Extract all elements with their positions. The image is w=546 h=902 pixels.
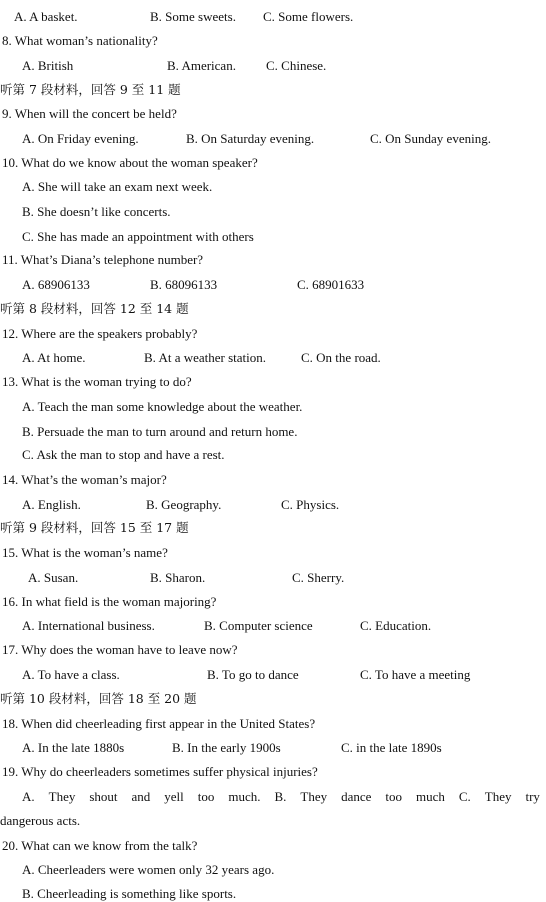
q15-option-c: C. Sherry. [292,570,345,585]
q19-word: too [197,789,215,804]
q16-option-a: A. International business. [22,618,155,633]
q13-option-a: A. Teach the man some knowledge about the weather. [22,399,303,414]
q14-option-b: B. Geography. [146,497,222,512]
q19-word: shout [89,789,118,804]
q11-option-a: A. 68906133 [22,277,90,292]
q8-option-a: A. British [22,58,74,73]
q15-option-a: A. Susan. [28,570,79,585]
q7-option-a: A. A basket. [14,9,78,24]
q16-question: 16. In what field is the woman majoring? [2,594,217,609]
q14-option-a: A. English. [22,497,81,512]
q19-word: They [484,789,512,804]
q16-option-b: B. Computer science [204,618,313,633]
q10-option-a: A. She will take an exam next week. [22,179,213,194]
q8-option-b: B. American. [167,58,236,73]
section-8-heading: 听第 8 段材料，回答 12 至 14 题 [0,301,189,316]
q17-option-c: C. To have a meeting [360,667,471,682]
q19-word: much. [228,789,261,804]
q19-word: try [525,789,540,804]
q11-question: 11. What’s Diana’s telephone number? [2,252,204,267]
section-9-heading: 听第 9 段材料，回答 15 至 17 题 [0,520,189,535]
q8-question: 8. What woman’s nationality? [2,33,158,48]
q12-question: 12. Where are the speakers probably? [2,326,198,341]
q8-option-c: C. Chinese. [266,58,327,73]
q16-option-c: C. Education. [360,618,432,633]
q18-question: 18. When did cheerleading first appear in the United States? [2,716,316,731]
q20-question: 20. What can we know from the talk? [2,838,198,853]
q9-question: 9. When will the concert be held? [2,106,177,121]
q10-option-c: C. She has made an appointment with others [22,229,254,244]
q12-option-c: C. On the road. [301,350,381,365]
q19-word: A. [22,789,35,804]
q10-option-b: B. She doesn’t like concerts. [22,204,171,219]
q19-options-line [22,789,540,805]
q14-question: 14. What’s the woman’s major? [2,472,167,487]
q13-option-b: B. Persuade the man to turn around and return home. [22,424,298,439]
q15-question: 15. What is the woman’s name? [2,545,168,560]
q18-option-a: A. In the late 1880s [22,740,125,755]
section-7-heading: 听第 7 段材料，回答 9 至 11 题 [0,82,181,97]
q19-word: much [415,789,445,804]
q11-option-b: B. 68096133 [150,277,218,292]
q19-option-c-continuation: dangerous acts. [0,813,81,828]
q7-option-b: B. Some sweets. [150,9,236,24]
q18-option-b: B. In the early 1900s [172,740,281,755]
q9-option-c: C. On Sunday evening. [370,131,491,146]
q11-option-c: C. 68901633 [297,277,365,292]
q19-word: They [48,789,76,804]
q12-option-a: A. At home. [22,350,86,365]
q13-question: 13. What is the woman trying to do? [2,374,192,389]
q19-word: C. [458,789,471,804]
q12-option-b: B. At a weather station. [144,350,267,365]
q15-option-b: B. Sharon. [150,570,206,585]
q20-option-b: B. Cheerleading is something like sports. [22,886,237,901]
q13-option-c: C. Ask the man to stop and have a rest. [22,447,225,462]
q9-option-b: B. On Saturday evening. [186,131,315,146]
q17-question: 17. Why does the woman have to leave now? [2,642,238,657]
q7-option-c: C. Some flowers. [263,9,354,24]
q14-option-c: C. Physics. [281,497,340,512]
q19-word: dance [341,789,372,804]
q18-option-c: C. in the late 1890s [341,740,442,755]
section-10-heading: 听第 10 段材料，回答 18 至 20 题 [0,691,197,706]
q17-option-a: A. To have a class. [22,667,120,682]
q20-option-a: A. Cheerleaders were women only 32 years ago. [22,862,275,877]
q19-word: and [131,789,151,804]
q19-word: B. [274,789,287,804]
q9-option-a: A. On Friday evening. [22,131,139,146]
q17-option-b: B. To go to dance [207,667,299,682]
q19-word: yell [164,789,184,804]
q19-word: They [300,789,328,804]
q19-word: too [385,789,402,804]
q10-question: 10. What do we know about the woman speaker? [2,155,258,170]
q19-question: 19. Why do cheerleaders sometimes suffer physical injuries? [2,764,318,779]
